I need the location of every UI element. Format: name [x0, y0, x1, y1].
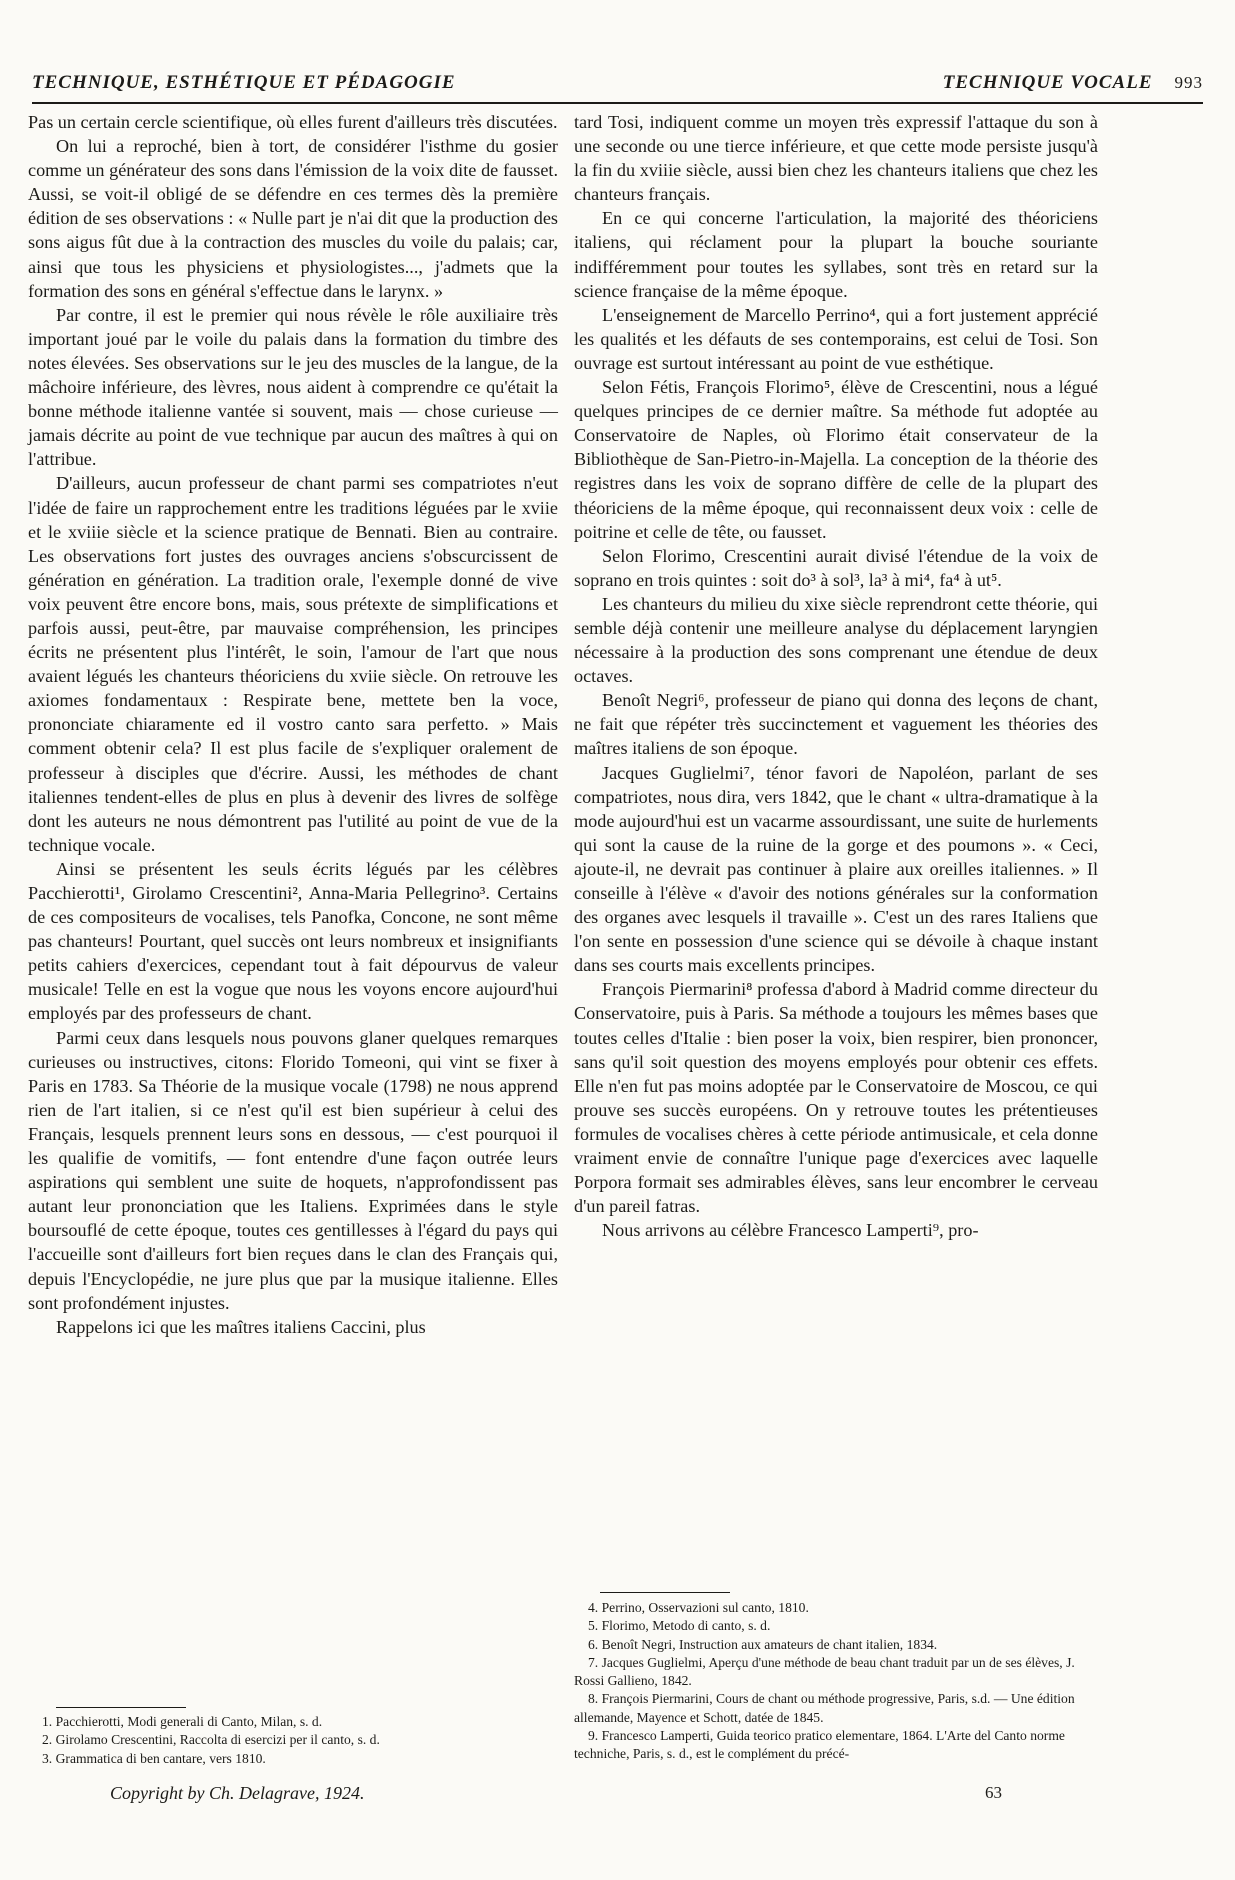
running-header [32, 72, 1203, 104]
paragraph: Selon Florimo, Crescentini aurait divisé l'étendue de la voix de soprano en trois quintes : soit do³ à sol³, la³ à mi⁴, fa⁴ à ut⁵. [574, 545, 1098, 590]
paragraph: Par contre, il est le premier qui nous révèle le rôle auxiliaire très important joué par le voile du palais dans la formation du timbre des notes élevées. Ses observations sur le jeu des muscles de la langue, de la mâchoire inférieure, des lèvres, nous aident à comprendre ce qu'était la bonne méthode italienne vantée si souvent, mais — chose curieuse — jamais décrite au point de vue technique par aucun des maîtres à qui on l'attribue. [28, 304, 558, 470]
paragraph: tard Tosi, indiquent comme un moyen très expressif l'attaque du son à une seconde ou une tierce inférieure, et que cette mode persiste jusqu'à la fin du xviiie siècle, aussi bien chez les chanteurs italiens que chez les chanteurs français. [574, 112, 1098, 205]
paragraph: Benoît Negri⁶, professeur de piano qui donna des leçons de chant, ne fait que répéter très succinctement et vaguement les théories des maîtres italiens de son époque. [574, 690, 1098, 759]
footnote: 4. Perrino, Osservazioni sul canto, 1810. [588, 1600, 809, 1615]
paragraph: Les chanteurs du milieu du xixe siècle reprendront cette théorie, qui semble déjà contenir une meilleure analyse du déplacement laryngien nécessaire à la production des sons comprenant une étendue de deux octaves. [574, 593, 1098, 687]
paragraph: Rappelons ici que les maîtres italiens Caccini, plus [56, 1316, 426, 1337]
copyright-line: Copyright by Ch. Delagrave, 1924. [110, 1783, 365, 1803]
paragraph: François Piermarini⁸ professa d'abord à Madrid comme directeur du Conservatoire, puis à Paris. Sa méthode a toujours les mêmes bases que toutes celles d'Italie : bien poser la voix, bien respirer, bien prononcer, sans qu'il soit question des moyens employés pour obtenir ces effets. Elle n'en fut pas moins adoptée par le Conservatoire de Moscou, ce qui prouve ses succès européens. On y retrouve toutes les prétentieuses formules de vocalises chères à cette période antimusicale, et cela donne vraiment envie de connaître l'unique page d'exercices avec laquelle Porpora formait ses admirables élèves, sans leur encombrer le cerveau d'un pareil fatras. [574, 979, 1098, 1217]
footnote: 3. Grammatica di ben cantare, vers 1810. [42, 1750, 266, 1766]
header-chapter-title [943, 72, 1203, 94]
paragraph: Pas un certain cercle scientifique, où elles furent d'ailleurs très discutées. [28, 112, 558, 132]
footnote: 6. Benoît Negri, Instruction aux amateurs de chant italien, 1834. [588, 1636, 938, 1652]
footnote: 2. Girolamo Crescentini, Raccolta di esercizi per il canto, s. d. [42, 1732, 380, 1748]
footnotes-right [574, 1599, 1098, 1764]
header-section-title: TECHNIQUE, ESTHÉTIQUE ET PÉDAGOGIE [32, 72, 456, 93]
right-column [574, 110, 1098, 1242]
footnotes-left [28, 1713, 558, 1768]
footnote: 7. Jacques Guglielmi, Aperçu d'une méthode de beau chant traduit par un de ses élèves, J. Rossi Gallieno, 1842. [574, 1654, 1075, 1689]
footnote: 5. Florimo, Metodo di canto, s. d. [588, 1618, 771, 1634]
left-column [28, 110, 558, 1339]
footnote-rule [56, 1707, 186, 1708]
paragraph: Parmi ceux dans lesquels nous pouvons glaner quelques remarques curieuses ou instructives, citons: Florido Tomeoni, qui vint se fixer à Paris en 1783. Sa Théorie de la musique vocale (1798) ne nous apprend rien de l'art italien, si ce n'est qu'il est bien supérieur à celui des Français, lesquels prennent leurs sons en dessous, — c'est pourquoi il les qualifie de vomitifs, — font entendre d'une façon outrée leurs aspirations qui semblent une suite de hoquets, n'approfondissent pas autant leur prononciation que les Italiens. Exprimées dans le style boursouflé de cette époque, toutes ces gentillesses à l'égard du pays qui l'accueille sont d'ailleurs fort bien reçues dans le clan des Français qui, depuis l'Encyclopédie, ne jure plus que par la musique italienne. Elles sont profondément injustes. [28, 1027, 558, 1313]
paragraph: L'enseignement de Marcello Perrino⁴, qui a fort justement apprécié les qualités et les défauts de ses contemporains, est celui de Tosi. Son ouvrage est surtout intéressant au point de vue esthétique. [574, 304, 1098, 373]
folio-number: 63 [985, 1783, 1002, 1802]
paragraph: Jacques Guglielmi⁷, ténor favori de Napoléon, parlant de ses compatriotes, nous dira, vers 1842, que le chant « ultra-dramatique à la mode aujourd'hui est un vacarme assourdissant, une suite de hurlements qui sont la cause de la ruine de la gorge et des poumons ». « Ceci, ajoute-il, ne devrait pas continuer à plaire aux oreilles italiennes. » Il conseille à l'élève « d'avoir des notions générales sur la conformation des organes avec lesquels il travaille ». C'est un des rares Italiens que l'on sente en possession d'une science qui se dévoile à chaque instant dans ses courts mais excellents principes. [574, 762, 1098, 976]
paragraph: On lui a reproché, bien à tort, de considérer l'isthme du gosier comme un générateur des sons dans l'émission de la voix dite de fausset. Aussi, se voit-il obligé de se défendre en ces termes dès la première édition de ses observations : « Nulle part je n'ai dit que la production des sons aigus fût due à la contraction des muscles du voile du palais; car, ainsi que tous les physiciens et physiologistes..., j'admets que la formation des sons en général s'effectue dans le larynx. » [28, 136, 558, 301]
page-number: 993 [1174, 73, 1203, 92]
paragraph: En ce qui concerne l'articulation, la majorité des théoriciens italiens, qui réclament pour la plupart la bouche souriante indifféremment pour toutes les syllabes, sont très en retard sur la science française de la même époque. [574, 208, 1098, 301]
paragraph: Selon Fétis, François Florimo⁵, élève de Crescentini, nous a légué quelques principes de ce dernier maître. Sa méthode fut adoptée au Conservatoire de Naples, où Florimo était conservateur de la Bibliothèque de San-Pietro-in-Majella. La conception de la théorie des registres dans les voix de soprano diffère de celle de la plupart des théoriciens de la même époque, qui reconnaissent deux voix : celle de poitrine et celle de tête, ou fausset. [574, 377, 1098, 542]
header-chapter-title-text: TECHNIQUE VOCALE [942, 72, 1153, 93]
paragraph: D'ailleurs, aucun professeur de chant parmi ses compatriotes n'eut l'idée de faire un rapprochement entre les traditions léguées par le xviie et le xviiie siècle et la science pratique de Bennati. Bien au contraire. Les observations fort justes des ouvrages anciens s'obscurcissent de génération en génération. La tradition orale, l'exemple donné de vive voix peuvent être encore bons, mais, sous prétexte de simplifications et parfois aussi, peut-être, par mauvaise compréhension, les principes écrits ne présentent plus l'intérêt, le soin, l'amour de l'art que nous avaient légués les chanteurs théoriciens du xviie siècle. On retrouve les axiomes fondamentaux : Respirate bene, mettete ben la voce, prononciate chiaramente ed il vostro canto sara perfetto. » Mais comment obtenir cela? Il est plus facile de s'expliquer oralement de professeur à disciples que d'écrire. Aussi, les méthodes de chant italiennes tendent-elles de plus en plus à devenir des livres de solfège dont les auteurs ne nous démontrent pas l'utilité au point de vue de la technique vocale. [28, 473, 558, 855]
footnote: 8. François Piermarini, Cours de chant ou méthode progressive, Paris, s.d. — Une édition allemande, Mayence et Schott, datée de 1845. [574, 1691, 1075, 1725]
footnote: 9. Francesco Lamperti, Guida teorico pratico elementare, 1864. L'Arte del Canto norme techniche, Paris, s. d., est le complément du précé- [574, 1728, 1065, 1762]
paragraph: Ainsi se présentent les seuls écrits légués par les célèbres Pacchierotti¹, Girolamo Crescentini², Anna-Maria Pellegrino³. Certains de ces compositeurs de vocalises, tels Panofka, Concone, ne sont même pas chanteurs! Pourtant, quel succès ont leurs nombreux et insignifiants petits cahiers d'exercices, cependant tout à fait dépourvus de valeur musicale! Telle en est la vogue que nous les voyons encore aujourd'hui employés par des professeurs de chant. [28, 858, 558, 1024]
paragraph: Nous arrivons au célèbre Francesco Lamperti⁹, pro- [602, 1220, 979, 1241]
footnote: 1. Pacchierotti, Modi generali di Canto, Milan, s. d. [42, 1714, 323, 1729]
footnote-rule [600, 1592, 730, 1593]
